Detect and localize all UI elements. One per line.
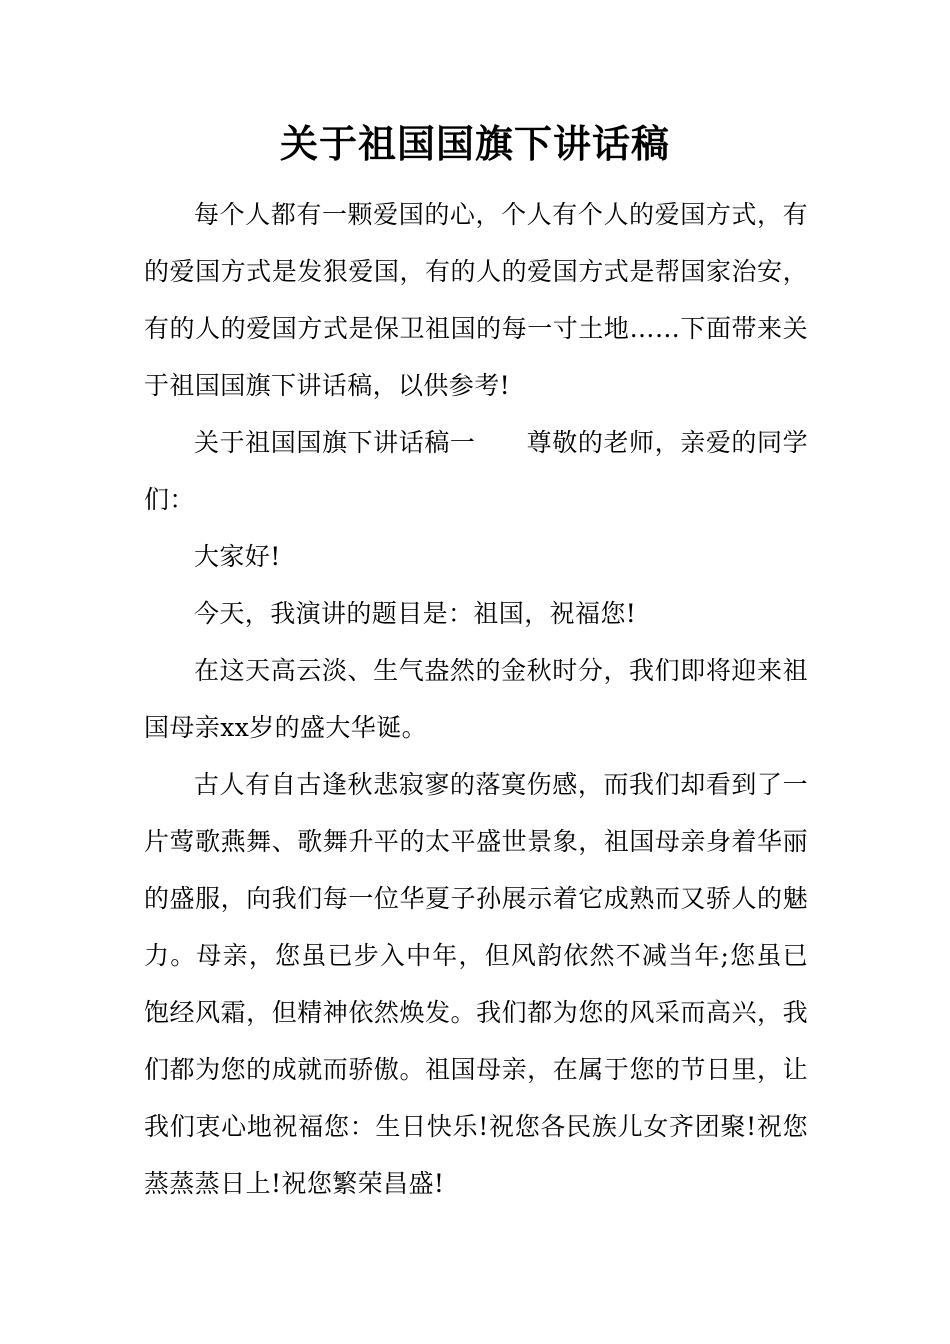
- paragraph-greeting: 大家好!: [194, 542, 281, 571]
- document-body: [144, 186, 808, 1212]
- document-title: 关于祖国国旗下讲话稿: [279, 121, 670, 166]
- paragraph-salutation: 关于祖国国旗下讲话稿一 尊敬的老师，亲爱的同学们：: [144, 428, 808, 514]
- paragraph-intro: 每个人都有一颗爱国的心，个人有个人的爱国方式，有的爱国方式是发狠爱国，有的人的爱国方式是帮国家治安，有的人的爱国方式是保卫祖国的每一寸土地……下面带来关于祖国国旗下讲话稿，以供参考!: [144, 200, 808, 400]
- paragraph-autumn: 在这天高云淡、生气盎然的金秋时分，我们即将迎来祖国母亲xx岁的盛大华诞。: [144, 656, 808, 742]
- paragraph-topic: 今天，我演讲的题目是：祖国，祝福您!: [194, 599, 637, 628]
- paragraph-blessing: 古人有自古逢秋悲寂寥的落寞伤感，而我们却看到了一片莺歌燕舞、歌舞升平的太平盛世景象，祖国母亲身着华丽的盛服，向我们每一位华夏子孙展示着它成熟而又骄人的魅力。母亲，您虽已步入中年，但风韵依然不减当年;您虽已饱经风霜，但精神依然焕发。我们都为您的风采而高兴，我们都为您的成就而骄傲。祖国母亲，在属于您的节日里，让我们衷心地祝福您：生日快乐!祝您各民族儿女齐团聚!祝您蒸蒸蒸日上!祝您繁荣昌盛!: [144, 770, 808, 1198]
